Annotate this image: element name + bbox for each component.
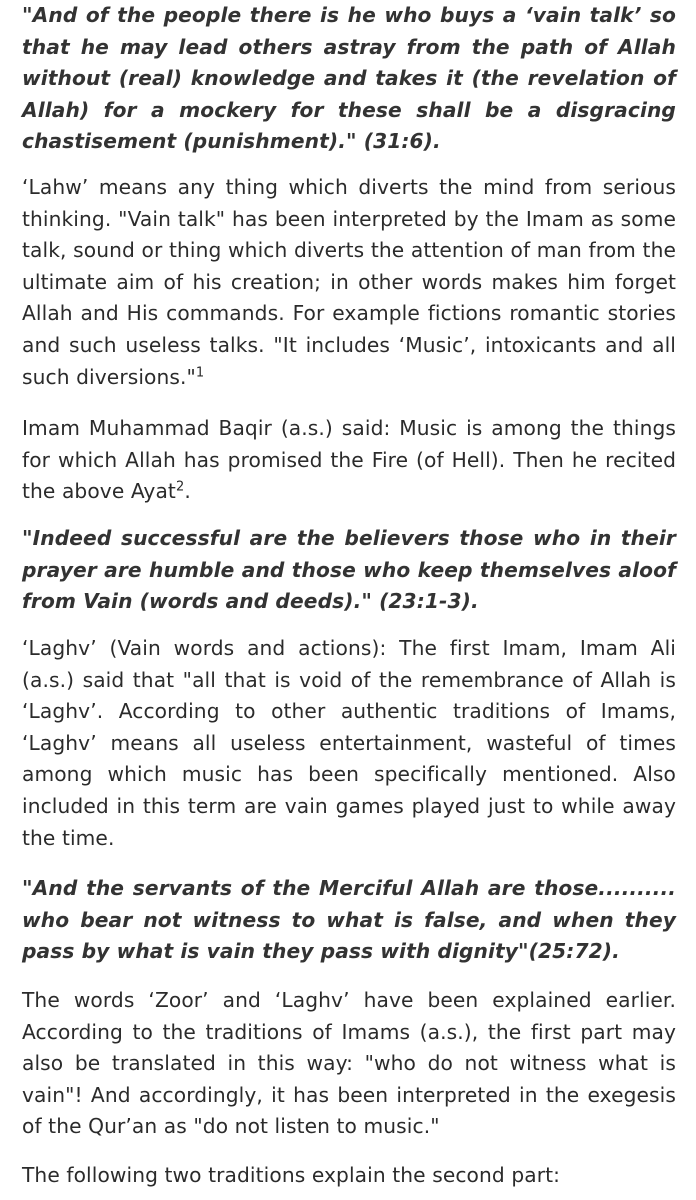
footnote-ref-2[interactable]: 2	[175, 479, 185, 495]
paragraph-lahw	[22, 172, 676, 393]
paragraph-two-traditions: The following two traditions explain the second part:	[22, 1163, 561, 1187]
quran-quote-25-72: "And the servants of the Merciful Allah are those.......... who bear not witness to what is false, and when they pass by what is vain they pass with dignity"(25:72).	[22, 876, 676, 964]
paragraph-imam-baqir-end: .	[184, 479, 191, 504]
paragraph-imam-baqir-text: Imam Muhammad Baqir (a.s.) said: Music is among the things for which Allah has promised the Fire (of Hell). Then he recited the above Ayat	[22, 416, 676, 504]
paragraph-lahw-text: ‘Lahw’ means any thing which diverts the mind from serious thinking. "Vain talk" has been interpreted by the Imam as some talk, sound or thing which diverts the attention of man from the ultimate aim of his creation; in other words makes him forget Allah and His commands. For example fictions romantic stories and such useless talks. "It includes ‘Music’, intoxicants and all such diversions."	[22, 175, 676, 389]
paragraph-laghv: ‘Laghv’ (Vain words and actions): The first Imam, Imam Ali (a.s.) said that "all that is void of the remembrance of Allah is ‘Laghv’. According to other authentic traditions of Imams, ‘Laghv’ means all useless entertainment, wasteful of times among which music has been specifically mentioned. Also included in this term are vain games played just to while away the time.	[22, 636, 676, 850]
quran-quote-23-1-3: "Indeed successful are the believers those who in their prayer are humble and those who keep themselves aloof from Vain (words and deeds)." (23:1-3).	[22, 526, 676, 614]
paragraph-zoor-laghv: The words ‘Zoor’ and ‘Laghv’ have been explained earlier. According to the traditions of Imams (a.s.), the first part may also be translated in this way: "who do not witness what is vain"! And accordingly, it has been interpreted in the exegesis of the Qur’an as "do not listen to music."	[22, 988, 676, 1139]
quran-quote-31-6: "And of the people there is he who buys a ‘vain talk’ so that he may lead others astray from the path of Allah without (real) knowledge and takes it (the revelation of Allah) for a mockery for these shall be a disgracing chastisement (punishment)." (31:6).	[22, 3, 676, 154]
paragraph-imam-baqir	[22, 413, 676, 508]
footnote-ref-1[interactable]: 1	[195, 364, 205, 380]
